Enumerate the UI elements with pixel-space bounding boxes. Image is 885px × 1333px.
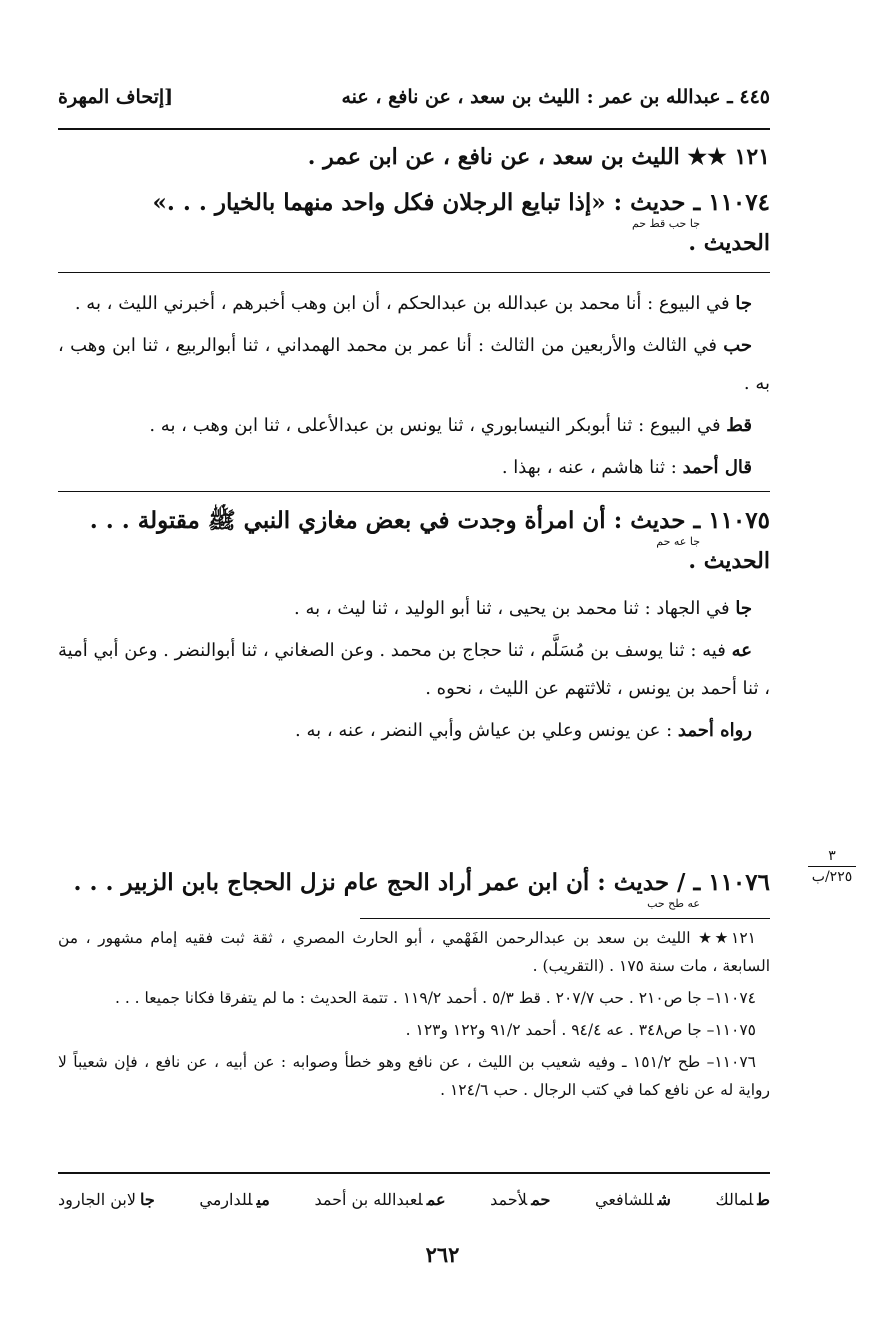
hadith-11076-sigla: عه طح حب xyxy=(647,897,700,910)
hadith-11075-title: ١١٠٧٥ ـ حديث : أن امرأة وجدت في بعض مغازي النبي ﷺ مقتولة . . . xyxy=(89,507,770,534)
hadith-11074-source-1: جا في البيوع : أنا محمد بن عبدالله بن عبدالحكم ، أن ابن وهب أخبرهم ، أخبرني الليث ، به . xyxy=(74,293,752,314)
hadith-11075-title-cont: الحديث . xyxy=(688,548,770,574)
margin-note-bottom: ٢٢٥/ب xyxy=(811,869,853,885)
divider xyxy=(58,272,770,273)
abbreviation-legend xyxy=(58,1190,770,1209)
main-text xyxy=(58,144,770,754)
legend-item: حملأحمد xyxy=(490,1190,551,1209)
hadith-11075-source-1: جا في الجهاد : ثنا محمد بن يحيى ، ثنا أبو الوليد ، ثنا ليث ، به . xyxy=(294,598,752,619)
footnote-11075: ١١٠٧٥– جا ص٣٤٨ . عه ٩٤/٤ . أحمد ٩١/٢ و١٢٢ و١٢٣ . xyxy=(405,1021,756,1039)
page-number: ٢٦٢ xyxy=(425,1242,460,1267)
hadith-11076-title: ١١٠٧٦ ـ / حديث : أن ابن عمر أراد الحج عام نزل الحجاج بابن الزبير . . . xyxy=(73,869,770,896)
footnote-121: ١٢١★★ الليث بن سعد بن عبدالرحمن الفَهْمي ، أبو الحارث المصري ، ثقة ثبت فقيه إمام مشهور ، من السابعة ، مات سنة ١٧٥ . (التقريب) . xyxy=(58,929,770,975)
hadith-11074-source-4: قال أحمد : ثنا هاشم ، عنه ، بهذا . xyxy=(501,457,752,478)
hadith-11075-source-2: عه فيه : ثنا يوسف بن مُسَلَّم ، ثنا حجاج بن محمد . وعن الصغاني ، ثنا أبوالنضر . وعن أبي أمية ، ثنا أحمد بن يونس ، ثلاثتهم عن الليث ، نحوه . xyxy=(58,640,770,699)
legend-item: طلمالك xyxy=(715,1190,770,1209)
footnote-11076: ١١٠٧٦– طح ١٥١/٢ ـ وفيه شعيب بن الليث ، عن نافع وهو خطأ وصوابه : عن أبيه ، عن نافع ، فإن شعيباً لا رواية له عن نافع كما في كتب الرجال . حب ١٢٤/٦ . xyxy=(58,1053,770,1099)
legend-item: عملعبدالله بن أحمد xyxy=(314,1190,446,1209)
footnotes xyxy=(58,924,770,1108)
footnote-rule xyxy=(360,918,770,919)
hadith-11074-title: ١١٠٧٤ ـ حديث : «إذا تبايع الرجلان فكل واحد منهما بالخيار . . .» xyxy=(152,189,770,216)
running-title: ٤٤٥ ـ عبدالله بن عمر : الليث بن سعد ، عن نافع ، عنه xyxy=(341,86,770,108)
book-title: [إتحاف المهرة xyxy=(58,86,174,108)
margin-manuscript-note xyxy=(808,848,856,885)
legend-rule xyxy=(58,1172,770,1174)
hadith-11074-source-3: قط في البيوع : ثنا أبوبكر النيسابوري ، ثنا يونس بن عبدالأعلى ، ثنا ابن وهب ، به . xyxy=(149,415,752,436)
margin-note-line xyxy=(808,866,856,867)
hadith-11076 xyxy=(58,866,770,908)
hadith-11074-sigla: جا حب قط حم xyxy=(631,217,700,230)
divider xyxy=(58,491,770,492)
legend-item: ميللدارمي xyxy=(199,1190,270,1209)
hadith-11075-sigla: جا عه حم xyxy=(656,535,700,548)
header-rule xyxy=(58,128,770,130)
section-heading: ١٢١ ★★ الليث بن سعد ، عن نافع ، عن ابن عمر . xyxy=(307,144,770,170)
hadith-11075-source-3: رواه أحمد : عن يونس وعلي بن عياش وأبي النضر ، عنه ، به . xyxy=(295,720,752,741)
legend-item: شللشافعي xyxy=(595,1190,671,1209)
footnote-11074: ١١٠٧٤– جا ص٢١٠ . حب ٢٠٧/٧ . قط ٥/٣ . أحمد ١١٩/٢ . تتمة الحديث : ما لم يتفرقا فكانا جميعا . . . xyxy=(114,989,756,1007)
hadith-11074-title-cont: الحديث . xyxy=(688,230,770,256)
hadith-11074-source-2: حب في الثالث والأربعين من الثالث : أنا عمر بن محمد الهمداني ، ثنا أبوالربيع ، ثنا ابن وهب ، به . xyxy=(58,335,770,394)
margin-note-top: ٣ xyxy=(828,848,836,864)
legend-item: جالابن الجارود xyxy=(58,1190,155,1209)
